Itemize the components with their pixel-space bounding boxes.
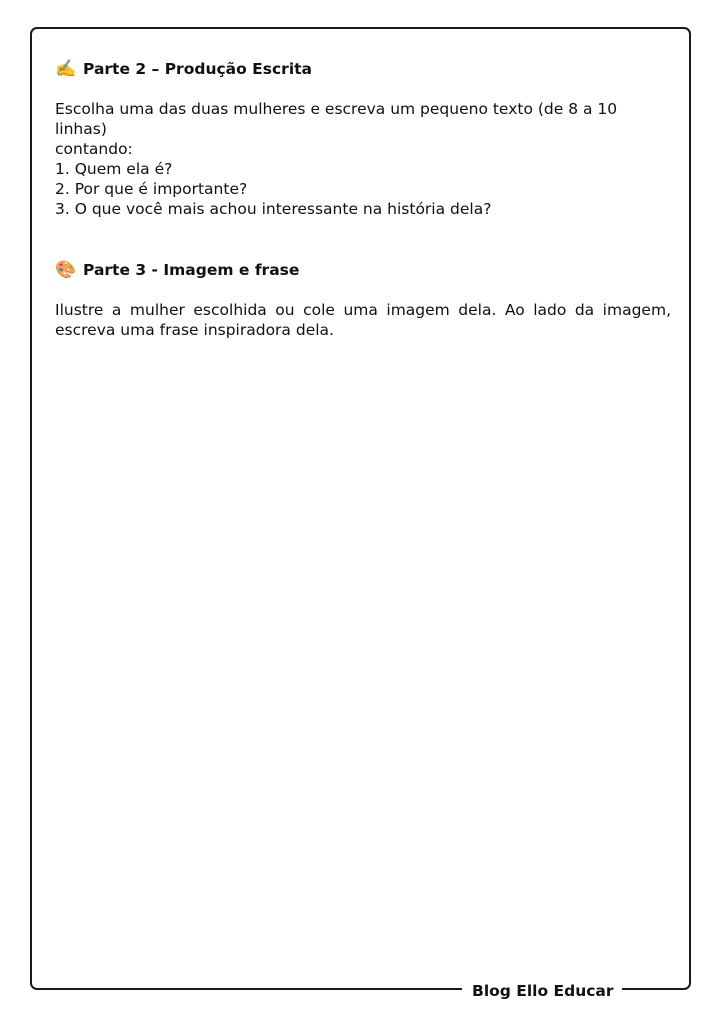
- part2-intro-line1: Escolha uma das duas mulheres e escreva um pequeno texto (de 8 a 10 linhas): [55, 100, 618, 138]
- part2-intro: [55, 99, 671, 159]
- part2-title: Parte 2 – Produção Escrita: [83, 60, 312, 78]
- part2-intro-line2: contando:: [55, 140, 133, 158]
- question-item: 2. Por que é importante?: [55, 180, 248, 198]
- part3-heading: [55, 259, 671, 281]
- question-list: [55, 159, 671, 219]
- question-item: 1. Quem ela é?: [55, 160, 173, 178]
- part3-instruction: Ilustre a mulher escolhida ou cole uma imagem dela. Ao lado da imagem, escreva uma frase inspiradora dela.: [55, 301, 671, 339]
- footer-brand: Blog Ello Educar: [462, 981, 622, 1001]
- writing-hand-icon: ✍️: [55, 59, 77, 79]
- worksheet-content: [55, 58, 671, 340]
- palette-icon: 🎨: [55, 260, 77, 280]
- question-item: 3. O que você mais achou interessante na história dela?: [55, 200, 492, 218]
- part2-heading: [55, 58, 671, 80]
- part3-title: Parte 3 - Imagem e frase: [83, 261, 300, 279]
